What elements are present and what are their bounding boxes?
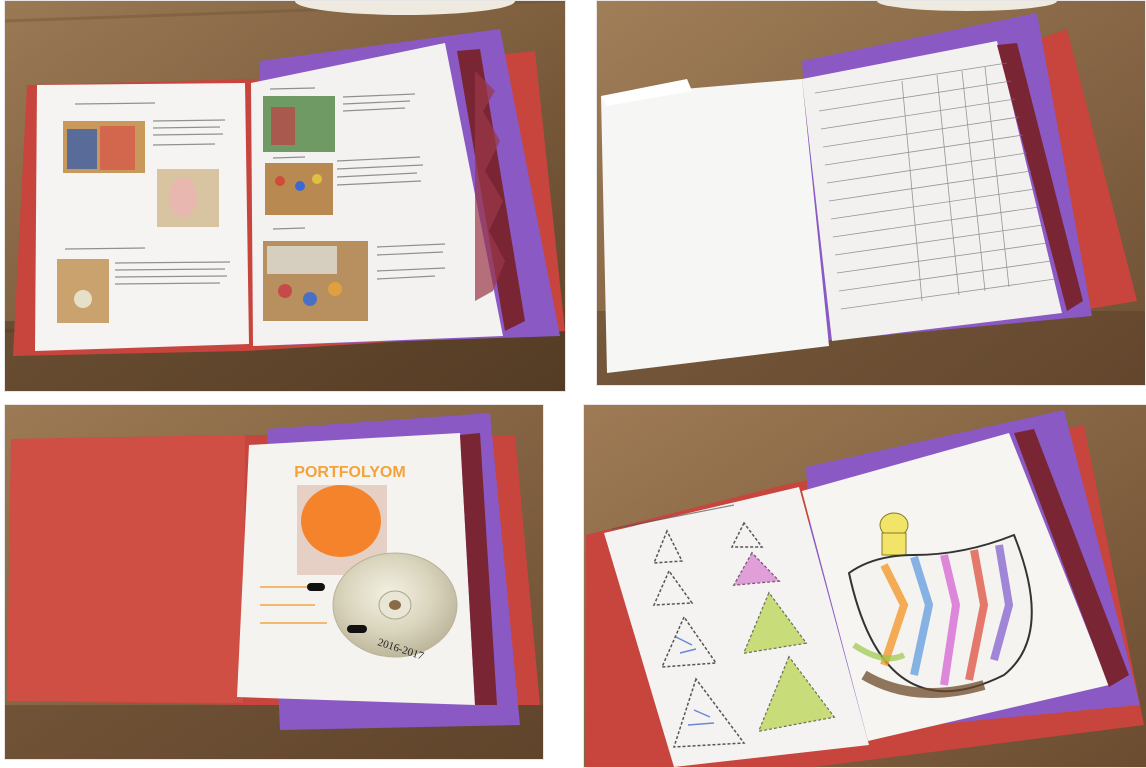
portfolio-photo-pages <box>5 1 565 391</box>
cd-handwritten-label: 2016-2017 <box>376 636 426 663</box>
portfolio-drawing-pages <box>584 405 1146 767</box>
portfolio-checklist-pages <box>597 1 1145 385</box>
redaction-mark <box>307 583 325 591</box>
folder-front-cover <box>7 435 245 703</box>
photo-bottom-right-drawings <box>583 404 1146 768</box>
cover-title: PORTFOLYOM <box>294 464 406 481</box>
plastic-sleeve-page <box>601 79 829 373</box>
privacy-mask-circle <box>301 485 381 557</box>
portfolio-cover-with-cd <box>5 405 543 759</box>
redaction-mark <box>347 625 367 633</box>
photo-bottom-left-portfolio-cover <box>4 404 544 760</box>
photo-top-left-portfolio-photos <box>4 0 566 392</box>
photo-top-right-assessment-table <box>596 0 1146 386</box>
